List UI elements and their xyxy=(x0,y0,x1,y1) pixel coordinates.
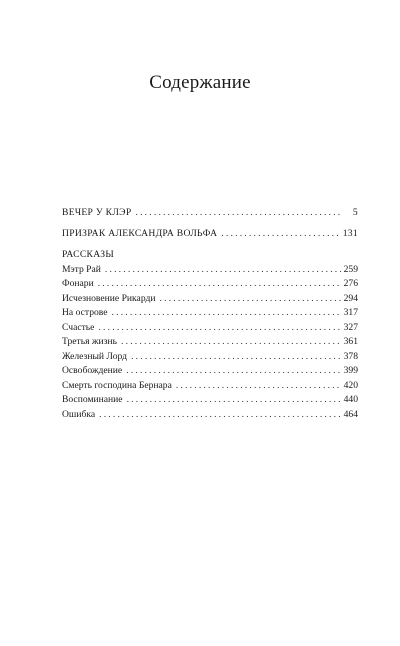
toc-entry-page: 378 xyxy=(343,350,358,362)
section-heading-stories: РАССКАЗЫ xyxy=(62,249,115,260)
toc-entry-ghost-of-alexander-wolf[interactable] xyxy=(62,227,358,242)
toc-entry-page: 327 xyxy=(343,321,358,333)
toc-entry[interactable] xyxy=(62,321,358,336)
leader-dots xyxy=(112,306,341,321)
toc-entry-page: 131 xyxy=(342,227,358,239)
leader-dots xyxy=(121,335,341,350)
leader-dots xyxy=(99,408,341,423)
table-of-contents xyxy=(62,206,358,422)
toc-entry-evening-at-claire[interactable] xyxy=(62,206,358,221)
toc-entry[interactable] xyxy=(62,379,358,394)
toc-entry-label: Смерть господина Бернара xyxy=(62,379,172,391)
toc-entry-label: Исчезновение Рикарди xyxy=(62,292,156,304)
toc-entry[interactable] xyxy=(62,364,358,379)
toc-entry-page: 259 xyxy=(343,263,358,275)
toc-entry-label: Ошибка xyxy=(62,408,96,420)
toc-entry-page: 399 xyxy=(343,365,358,376)
toc-entry-page: 440 xyxy=(343,394,358,405)
toc-entry-page: 276 xyxy=(343,278,358,289)
toc-entry[interactable] xyxy=(62,408,358,423)
toc-entry-label: Железный Лорд xyxy=(62,350,128,362)
toc-entry[interactable] xyxy=(62,292,358,307)
page-title: Содержание xyxy=(149,72,251,93)
toc-entry-page: 294 xyxy=(343,292,358,304)
toc-entry[interactable] xyxy=(62,393,358,408)
toc-entry-label: ВЕЧЕР У КЛЭР xyxy=(62,207,132,218)
toc-entry[interactable] xyxy=(62,335,358,350)
leader-dots xyxy=(127,393,341,408)
toc-entry[interactable] xyxy=(62,306,358,321)
toc-entry-page: 420 xyxy=(343,379,358,391)
leader-dots xyxy=(105,263,341,278)
toc-entry-label: Воспоминание xyxy=(62,394,123,405)
leader-dots xyxy=(135,206,341,221)
toc-entry[interactable] xyxy=(62,350,358,365)
leader-dots xyxy=(131,350,341,365)
leader-dots xyxy=(98,277,341,292)
toc-entry-label: На острове xyxy=(62,307,108,318)
toc-entry-label: Освобождение xyxy=(62,365,123,376)
toc-entry-label: Мэтр Рай xyxy=(62,263,101,275)
toc-entry[interactable] xyxy=(62,277,358,292)
toc-entry-label: Счастье xyxy=(62,321,95,333)
leader-dots xyxy=(221,227,339,242)
toc-entry-page: 317 xyxy=(343,307,358,318)
leader-dots xyxy=(98,321,340,336)
leader-dots xyxy=(126,364,340,379)
toc-entry-label: ПРИЗРАК АЛЕКСАНДРА ВОЛЬФА xyxy=(62,227,218,239)
toc-entry-page: 361 xyxy=(343,336,358,347)
toc-entry-label: Третья жизнь xyxy=(62,336,117,347)
toc-entry-page: 464 xyxy=(343,408,358,420)
toc-entry-label: Фонари xyxy=(62,278,94,289)
leader-dots xyxy=(160,292,341,307)
leader-dots xyxy=(176,379,341,394)
toc-entry-page: 5 xyxy=(352,207,358,218)
toc-entry[interactable] xyxy=(62,263,358,278)
